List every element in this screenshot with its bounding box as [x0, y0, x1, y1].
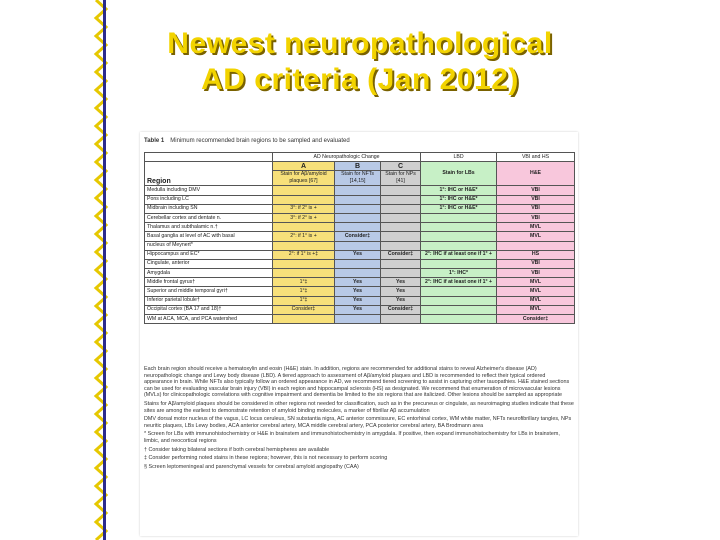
table-row: [145, 204, 575, 213]
table-row: [145, 305, 575, 314]
stain-b-cell: [335, 213, 381, 222]
header-ad-neuropathologic-change: AD Neuropathologic Change: [273, 153, 421, 162]
region-cell: Middle frontal gyrus†: [145, 278, 273, 287]
region-cell: Midbrain including SN: [145, 204, 273, 213]
lbd-cell: 1°: IHC or H&E*: [421, 204, 497, 213]
region-cell: Hippocampus and EC*: [145, 250, 273, 259]
stain-c-cell: Yes: [381, 287, 421, 296]
header-letter-a: A: [273, 162, 335, 171]
region-cell: Occipital cortex (BA 17 and 18)†: [145, 305, 273, 314]
stain-b-cell: Yes: [335, 296, 381, 305]
region-cell: Pons including LC: [145, 195, 273, 204]
lbd-cell: [421, 223, 497, 232]
note-paragraph: † Consider taking bilateral sections if both cerebral hemispheres are available: [144, 446, 330, 453]
stain-c-cell: Yes: [381, 296, 421, 305]
stain-a-cell: 1°‡: [273, 296, 335, 305]
table-row: [145, 278, 575, 287]
document-figure: [140, 132, 578, 536]
stain-a-cell: [273, 269, 335, 278]
vbi-cell: MVL: [497, 223, 575, 232]
stain-a-cell: Consider‡: [273, 305, 335, 314]
header-stain-abeta: Stain for Aβ/amyloid plaques [67]: [273, 171, 335, 186]
vbi-cell: MVL: [497, 287, 575, 296]
stain-c-cell: Yes: [381, 278, 421, 287]
table-row: [145, 287, 575, 296]
region-cell: Cingulate, anterior: [145, 259, 273, 268]
lbd-cell: 2°: IHC if at least one if 1° +: [421, 278, 497, 287]
slide-title: [110, 26, 610, 98]
stain-c-cell: [381, 269, 421, 278]
stain-b-cell: [335, 315, 381, 324]
stain-b-cell: Consider‡: [335, 232, 381, 241]
vbi-cell: [497, 241, 575, 250]
stain-c-cell: [381, 241, 421, 250]
table-row: [145, 241, 575, 250]
header-stain-nfts: Stain for NFTs [14,15]: [335, 171, 381, 186]
stain-b-cell: [335, 259, 381, 268]
slide-title-line-1: Newest neuropathological: [167, 27, 553, 60]
table-row: [145, 223, 575, 232]
vbi-cell: HS: [497, 250, 575, 259]
slide-title-line-2: AD criteria (Jan 2012): [201, 63, 519, 96]
lbd-cell: [421, 305, 497, 314]
stain-a-cell: [273, 223, 335, 232]
header-vbi-hs: VBI and HS: [497, 153, 575, 162]
decorative-vertical-line: [103, 0, 106, 540]
stain-a-cell: [273, 259, 335, 268]
region-cell: Inferior parietal lobule†: [145, 296, 273, 305]
header-letter-c: C: [381, 162, 421, 171]
stain-a-cell: 3°: if 2° is +: [273, 213, 335, 222]
stain-c-cell: [381, 195, 421, 204]
stain-c-cell: [381, 223, 421, 232]
lbd-cell: [421, 213, 497, 222]
stain-a-cell: [273, 195, 335, 204]
stain-c-cell: [381, 213, 421, 222]
note-paragraph: Stains for Aβ/amyloid plaques should be considered in other regions not needed for classification, such as in the precuneus or cingulate, as neuroimaging studies indicate that these sites are among the earliest to demonstrate retention of amyloid binding molecules, a marker of fibrillar Aβ accumulation: [144, 400, 574, 414]
region-cell: Basal ganglia at level of AC with basal: [145, 232, 273, 241]
vbi-cell: MVL: [497, 278, 575, 287]
stain-c-cell: [381, 232, 421, 241]
table-row: [145, 250, 575, 259]
table-row: [145, 315, 575, 324]
region-cell: nucleus of Meynert*: [145, 241, 273, 250]
note-paragraph: ‡ Consider performing noted stains in these regions; however, this is not necessary to perform scoring: [144, 455, 388, 462]
stain-b-cell: Yes: [335, 305, 381, 314]
table-group-header-row: [145, 153, 575, 162]
stain-b-cell: [335, 186, 381, 195]
table-row: [145, 213, 575, 222]
lbd-cell: 1°: IHC*: [421, 269, 497, 278]
vbi-cell: VBI: [497, 269, 575, 278]
lbd-cell: [421, 315, 497, 324]
stain-a-cell: [273, 315, 335, 324]
region-cell: Medulla including DMV: [145, 186, 273, 195]
header-stain-lbs: Stain for LBs: [421, 162, 497, 186]
stain-a-cell: [273, 241, 335, 250]
stain-c-cell: Consider‡: [381, 250, 421, 259]
header-lbd: LBD: [421, 153, 497, 162]
vbi-cell: MVL: [497, 305, 575, 314]
stain-b-cell: [335, 223, 381, 232]
vbi-cell: MVL: [497, 296, 575, 305]
header-letter-b: B: [335, 162, 381, 171]
stain-c-cell: [381, 204, 421, 213]
stain-a-cell: 2°: if 1° is +‡: [273, 250, 335, 259]
stain-c-cell: [381, 315, 421, 324]
vbi-cell: VBI: [497, 186, 575, 195]
stain-c-cell: Consider‡: [381, 305, 421, 314]
region-cell: WM at ACA, MCA, and PCA watershed: [145, 315, 273, 324]
lbd-cell: 2°: IHC if at least one if 1° +: [421, 250, 497, 259]
table-notes: [144, 366, 574, 472]
region-cell: Superior and middle temporal gyri†: [145, 287, 273, 296]
stain-a-cell: 2°: if 1° is +: [273, 232, 335, 241]
lbd-cell: [421, 259, 497, 268]
table-caption: [144, 138, 350, 144]
table-label: Table 1: [144, 138, 165, 144]
lbd-cell: [421, 241, 497, 250]
stain-a-cell: 1°‡: [273, 287, 335, 296]
stain-a-cell: 1°‡: [273, 278, 335, 287]
note-paragraph: * Screen for LBs with immunohistochemistry or H&E in brainstem and immunohistochemistry in amygdala. If positive, then expand immunohistochemistry for LBs in brainstem, limbic, and neocortical regions: [144, 431, 560, 444]
stain-c-cell: [381, 259, 421, 268]
table-row: [145, 296, 575, 305]
table-row: [145, 259, 575, 268]
table-row: [145, 195, 575, 204]
region-cell: Thalamus and subthalamic n.†: [145, 223, 273, 232]
brain-regions-table: [144, 152, 575, 324]
stain-b-cell: [335, 195, 381, 204]
table-row: [145, 186, 575, 195]
stain-b-cell: [335, 241, 381, 250]
header-he: H&E: [497, 162, 575, 186]
note-paragraph: DMV dorsal motor nucleus of the vagus, LC locus ceruleus, SN substantia nigra, AC anterior commissure, EC entorhinal cortex, WM white matter, NFTs neurofibrillary tangles, NPs neuritic plaques, LBs Lewy bodies, ACA anterior cerebral artery, MCA middle cerebral artery, PCA posterior cerebral artery, BA Brodmann area: [144, 416, 572, 429]
stain-b-cell: Yes: [335, 278, 381, 287]
table-letter-row: [145, 162, 575, 171]
note-paragraph: § Screen leptomeningeal and parenchymal vessels for cerebral amyloid angiopathy (CAA): [144, 463, 359, 470]
stain-b-cell: Yes: [335, 250, 381, 259]
header-stain-nps: Stain for NPs [41]: [381, 171, 421, 186]
stain-a-cell: 3°: if 2° is +: [273, 204, 335, 213]
region-cell: Amygdala: [145, 269, 273, 278]
stain-c-cell: [381, 186, 421, 195]
vbi-cell: MVL: [497, 232, 575, 241]
table-caption-text: Minimum recommended brain regions to be sampled and evaluated: [170, 138, 350, 144]
lbd-cell: [421, 296, 497, 305]
region-cell: Cerebellar cortex and dentate n.: [145, 213, 273, 222]
stain-b-cell: [335, 204, 381, 213]
table-body: [145, 186, 575, 324]
lbd-cell: 1°: IHC or H&E*: [421, 195, 497, 204]
lbd-cell: 1°: IHC or H&E*: [421, 186, 497, 195]
header-region: Region: [145, 162, 273, 186]
table-row: [145, 232, 575, 241]
lbd-cell: [421, 232, 497, 241]
note-paragraph: Each brain region should receive a hematoxylin and eosin (H&E) stain. In addition, regions are recommended for additional stains to reveal Alzheimer's disease (AD) neuropathologic change and Lewy body disease (LBD). A tiered approach to assessment of Aβ/amyloid plaques and LBD is recommended to reflect their typical ordered appearance in brain. While NFTs also typically follow an ordered appearance in AD, we recommend tiered screening to assist in capturing other tauopathies. H&E stained sections can be used for evaluating vascular brain injury (VBI) in each region and hippocampal sclerosis (HS) as designated. We recommend that enumeration of microvascular lesions (MVLs) for clinicopathologic correlations with cognitive impairment and dementia be limited to the six regions that are italicized. Other lesions should be sampled as appropriate: [144, 366, 570, 399]
vbi-cell: VBI: [497, 213, 575, 222]
stain-a-cell: [273, 186, 335, 195]
vbi-cell: Consider‡: [497, 315, 575, 324]
vbi-cell: VBI: [497, 259, 575, 268]
vbi-cell: VBI: [497, 195, 575, 204]
table-row: [145, 269, 575, 278]
stain-b-cell: Yes: [335, 287, 381, 296]
vbi-cell: VBI: [497, 204, 575, 213]
lbd-cell: [421, 287, 497, 296]
stain-b-cell: [335, 269, 381, 278]
